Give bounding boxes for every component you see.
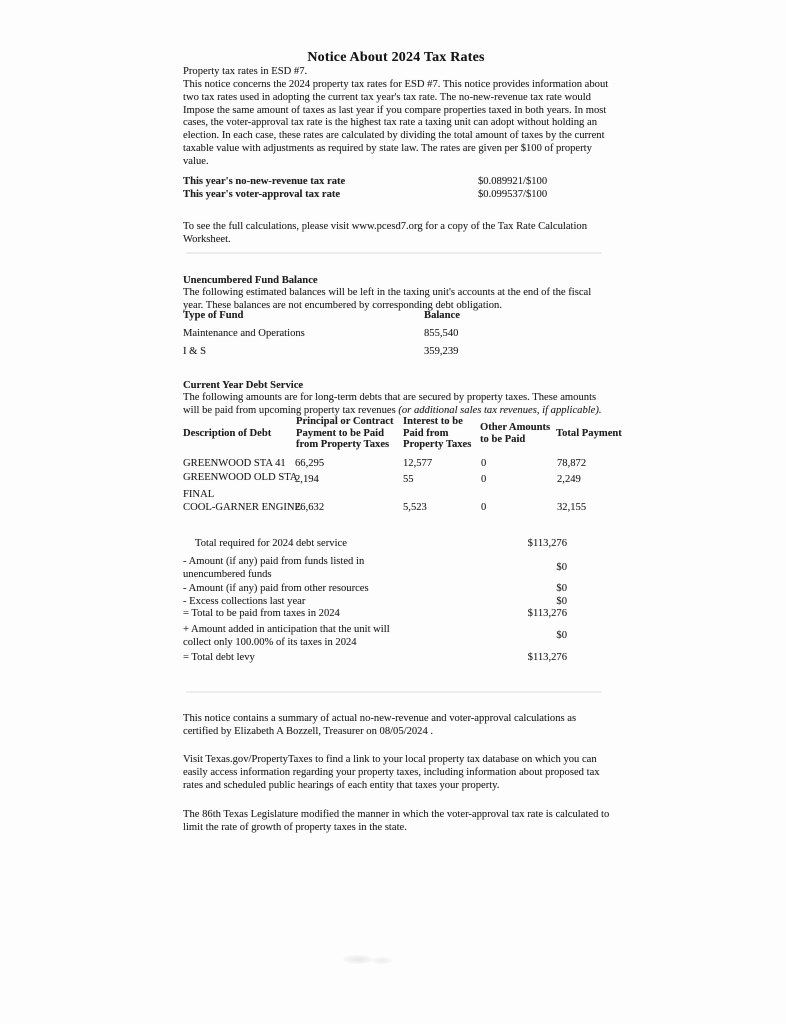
scan-artifact: [372, 957, 392, 964]
summary-label-line: = Total to be paid from taxes in 2024: [183, 608, 340, 619]
summary-row-total-required: [183, 538, 567, 551]
summary-row-anticipation: [183, 624, 567, 649]
debt-row-description: COOL-GARNER ENGINE: [183, 502, 301, 513]
summary-label: [183, 652, 255, 665]
intro-paragraph-line: This notice concerns the 2024 property tax rates for ESD #7. This notice provides information about: [183, 79, 609, 90]
page-title: Notice About 2024 Tax Rates: [307, 50, 485, 65]
debt-row-interest: 12,577: [403, 458, 433, 469]
debt-row-interest: 55: [403, 474, 414, 485]
database-line: Visit Texas.gov/PropertyTaxes to find a link to your local property tax database on which you can: [183, 754, 597, 765]
ufb-description-line: year. These balances are not encumbered by corresponding debt obligation.: [183, 299, 502, 311]
summary-value: $0: [556, 583, 567, 594]
summary-row-funds-listed: [183, 556, 567, 581]
voter-approval-rate-label: This year's voter-approval tax rate: [183, 189, 341, 200]
other-amounts-header: [480, 422, 560, 445]
legislature-line: limit the rate of growth of property taxes in the state.: [183, 821, 407, 833]
calculation-note-line: To see the full calculations, please visit www.pcesd7.org for a copy of the Tax Rate Calculation: [183, 221, 588, 232]
intro-subject-line: Property tax rates in ESD #7.: [183, 66, 308, 77]
intro-paragraph-line: Impose the same amount of taxes as last year if you compare properties taxed in both years. In most: [183, 104, 607, 116]
fund-row-name: I & S: [183, 346, 206, 357]
debt-row-description: GREENWOOD STA 41: [183, 458, 286, 469]
summary-row-total-taxes-2024: [183, 608, 567, 621]
database-line: rates and scheduled public hearings of each entity that taxes your property.: [183, 779, 500, 791]
debt-description-italic: (or additional sales tax revenues, if applicable).: [398, 404, 602, 416]
header-line: Principal or Contract: [296, 416, 394, 427]
calculation-note-line: Worksheet.: [183, 233, 231, 245]
ufb-description-line: The following estimated balances will be left in the taxing unit's accounts at the end of the fiscal: [183, 287, 592, 298]
unencumbered-fund-balance-heading: Unencumbered Fund Balance: [183, 275, 318, 286]
legislature-line: The 86th Texas Legislature modified the manner in which the voter-approval tax rate is calculated to: [183, 809, 610, 820]
unencumbered-fund-balance-description: [183, 287, 591, 313]
scan-divider-line: [186, 691, 602, 693]
summary-label-line: Total required for 2024 debt service: [195, 538, 347, 549]
header-line: to be Paid: [480, 433, 526, 445]
fund-row-name: Maintenance and Operations: [183, 328, 305, 339]
debt-row-description: [183, 470, 298, 503]
legislature-paragraph: [183, 809, 609, 835]
no-new-revenue-rate-value: $0.089921/$100: [478, 176, 548, 187]
certification-line: certified by Elizabeth A Bozzell, Treasurer on 08/05/2024 .: [183, 725, 434, 737]
debt-description-line: The following amounts are for long-term debts that are secured by property taxes. These amounts: [183, 392, 597, 403]
no-new-revenue-rate-label: This year's no-new-revenue tax rate: [183, 176, 346, 187]
summary-label-line: + Amount added in anticipation that the unit will: [183, 623, 390, 635]
certification-line: This notice contains a summary of actual no-new-revenue and voter-approval calculations as: [183, 713, 577, 724]
debt-row-total: 32,155: [557, 502, 587, 513]
debt-service-description: [183, 392, 602, 418]
scan-artifact: [343, 955, 373, 964]
scan-divider-line: [186, 252, 602, 254]
calculation-note: [183, 221, 587, 247]
summary-label-line: unencumbered funds: [183, 568, 272, 580]
header-line: Other Amounts: [480, 422, 551, 433]
principal-payment-header: [296, 416, 408, 451]
summary-label: [183, 583, 369, 596]
debt-row-principal: 2,194: [295, 474, 319, 485]
debt-description-normal: will be paid from upcoming property tax revenues: [183, 404, 399, 416]
summary-row-total-debt-levy: [183, 652, 567, 665]
fund-row-balance: 359,239: [424, 346, 459, 357]
summary-label: [183, 596, 305, 609]
summary-label: [183, 556, 364, 581]
intro-paragraph: [183, 79, 608, 169]
description-of-debt-header: Description of Debt: [183, 428, 272, 439]
summary-label-line: = Total debt levy: [183, 652, 255, 663]
summary-value: $113,276: [527, 608, 567, 619]
summary-value: $0: [556, 630, 567, 642]
debt-row-principal: 66,295: [295, 458, 325, 469]
voter-approval-rate-value: $0.099537/$100: [478, 189, 548, 200]
summary-value: $113,276: [527, 652, 567, 663]
summary-value: $113,276: [527, 538, 567, 549]
interest-header: [403, 416, 488, 451]
header-line: from Property Taxes: [296, 439, 390, 451]
current-year-debt-service-heading: Current Year Debt Service: [183, 380, 304, 391]
intro-paragraph-line: cases, the voter-approval tax rate is the highest tax rate a taxing unit can adopt without holding an: [183, 117, 597, 129]
debt-row-total: 2,249: [557, 474, 581, 485]
header-line: Paid from: [403, 427, 449, 439]
database-line: easily access information regarding your property taxes, including information about proposed tax: [183, 766, 600, 778]
intro-paragraph-line: two tax rates used in adopting the current tax year's tax rate. The no-new-revenue tax rate would: [183, 91, 591, 103]
header-line: Payment to be Paid: [296, 427, 384, 439]
summary-label: [183, 608, 340, 621]
debt-row-other: 0: [481, 458, 487, 469]
summary-label-line: collect only 100.00% of its taxes in 2024: [183, 636, 357, 648]
debt-row-other: 0: [481, 474, 487, 485]
summary-label: [183, 538, 347, 551]
fund-row-balance: 855,540: [424, 328, 459, 339]
fund-column-header: Type of Fund: [183, 310, 244, 321]
summary-label-line: - Amount (if any) paid from funds listed in: [183, 555, 365, 567]
summary-label-line: - Excess collections last year: [183, 596, 306, 607]
property-tax-database-paragraph: [183, 754, 600, 792]
summary-row-excess-collections: [183, 596, 567, 609]
total-payment-header: Total Payment: [556, 428, 622, 439]
balance-column-header: Balance: [424, 310, 460, 321]
certification-paragraph: [183, 713, 576, 739]
intro-paragraph-line: value.: [183, 155, 209, 167]
summary-row-other-resources: [183, 583, 567, 596]
header-line: Interest to be: [403, 416, 463, 427]
debt-description-line: GREENWOOD OLD STA: [183, 472, 298, 483]
summary-label-line: - Amount (if any) paid from other resources: [183, 583, 369, 594]
intro-paragraph-line: taxable value with adjustments as required by state law. The rates are given per $100 of property: [183, 142, 592, 154]
summary-label: [183, 624, 390, 649]
intro-paragraph-line: election. In each case, these rates are calculated by dividing the total amount of taxes by the current: [183, 130, 605, 142]
header-line: Property Taxes: [403, 439, 472, 451]
debt-row-total: 78,872: [557, 458, 587, 469]
summary-value: $0: [556, 596, 567, 607]
debt-description-line: FINAL: [183, 488, 215, 500]
debt-row-other: 0: [481, 502, 487, 513]
summary-value: $0: [556, 562, 567, 574]
debt-row-principal: 26,632: [295, 502, 325, 513]
debt-row-interest: 5,523: [403, 502, 427, 513]
